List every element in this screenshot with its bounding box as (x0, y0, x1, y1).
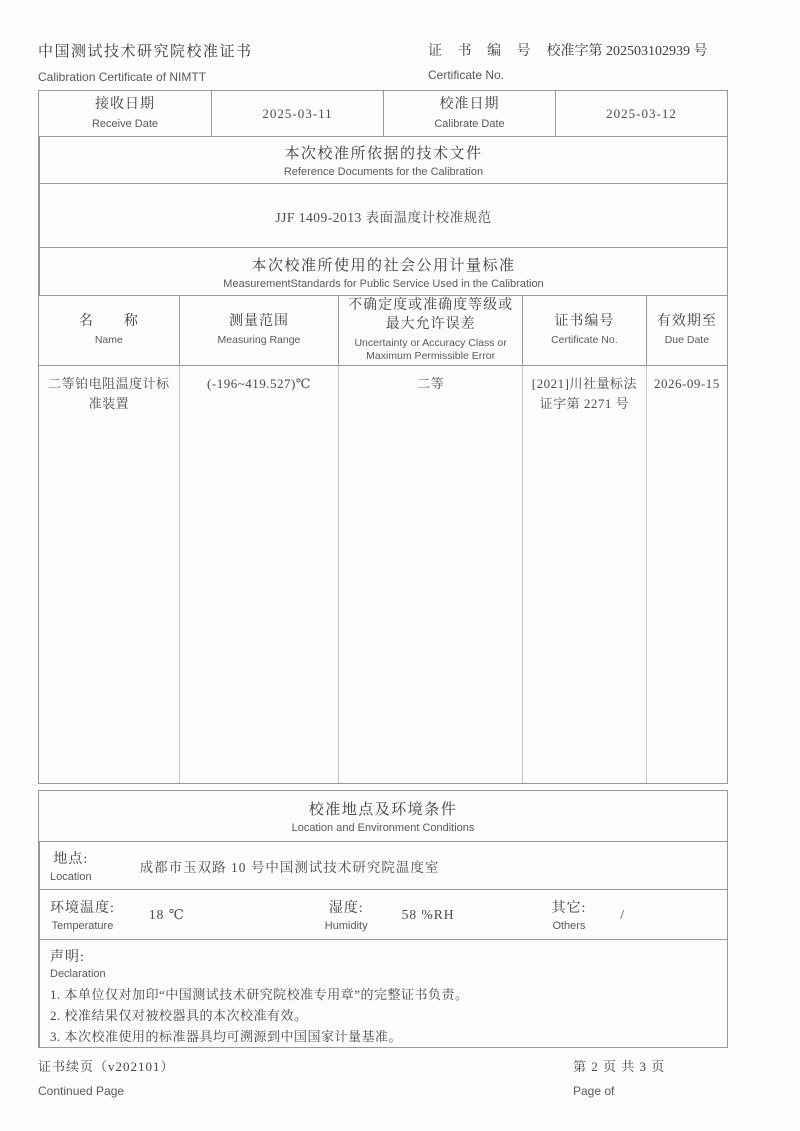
standard-range: (-196~419.527)℃ (207, 376, 311, 391)
standard-certno-cell (522, 366, 646, 783)
humidity-value: 58 %RH (401, 906, 455, 922)
column-header-name-en: Name (94, 334, 123, 347)
calibrate-date-value-cell (555, 91, 727, 136)
page-footer (38, 1056, 728, 1098)
receive-date-label-cell (39, 91, 211, 136)
column-header-due-cn: 有效期至 (656, 314, 717, 330)
calibrate-date-label-en: Calibrate Date (434, 117, 505, 130)
standards-section-title-cn: 本次校准所使用的社会公用计量标准 (251, 257, 516, 274)
temperature-label-cn: 环境温度: (50, 901, 115, 916)
environment-section-title (39, 791, 727, 841)
reference-section-title-cn: 本次校准所依据的技术文件 (284, 146, 483, 162)
column-header-range-cn: 测量范围 (228, 314, 289, 330)
reference-document-text: JJF 1409-2013 表面温度计校准规范 (275, 209, 492, 225)
column-header-due (646, 296, 727, 365)
declaration-section (39, 939, 727, 1047)
humidity-label-cn: 湿度: (328, 901, 364, 916)
column-header-name-cn: 名 称 (78, 314, 139, 330)
continued-page-en: Continued Page (38, 1084, 125, 1098)
humidity-label-block (315, 893, 368, 936)
standard-due-cell (646, 366, 727, 783)
calibrate-date-value: 2025-03-12 (606, 105, 677, 121)
declaration-item-3: 3. 本次校准使用的标准器具均可溯源到中国国家计量基准。 (50, 1029, 403, 1044)
institute-title-block (38, 40, 253, 84)
column-header-uncertainty (338, 296, 522, 365)
reference-document-cell (39, 183, 727, 247)
standard-uncertainty: 二等 (417, 376, 445, 391)
humidity-label-en: Humidity (324, 920, 368, 932)
location-label-en: Location (50, 871, 92, 883)
location-label-block (40, 844, 92, 887)
reference-section-title (39, 136, 727, 183)
declaration-title-cn: 声明: (50, 950, 85, 965)
certificate-number-line (428, 40, 728, 60)
conditions-row (39, 889, 727, 939)
temperature-label-block (40, 893, 115, 936)
page-number-block (573, 1056, 728, 1098)
column-header-certno (522, 296, 646, 365)
standard-name: 二等铂电阻温度计标准装置 (48, 376, 170, 412)
column-header-range (179, 296, 339, 365)
institute-title-en: Calibration Certificate of NIMTT (38, 70, 207, 84)
others-group (542, 893, 728, 936)
certificate-number-label-cn: 证 书 编 号 (428, 44, 537, 59)
column-header-due-en: Due Date (664, 334, 710, 347)
standard-certno: [2021]川社量标法证字第 2271 号 (531, 376, 637, 412)
institute-title-cn: 中国测试技术研究院校准证书 (38, 44, 253, 60)
others-value: / (620, 906, 626, 922)
standard-due: 2026-09-15 (654, 376, 720, 391)
temperature-value: 18 ℃ (148, 906, 185, 922)
column-header-name (39, 296, 179, 365)
receive-date-label-cn: 接收日期 (95, 96, 155, 112)
column-header-certno-cn: 证书编号 (554, 314, 615, 330)
declaration-title-en: Declaration (50, 968, 106, 980)
standards-section-title (39, 247, 727, 295)
standards-table-header-row (39, 295, 727, 365)
continued-page-cn: 证书续页（v202101） (38, 1059, 175, 1074)
page-number-en: Page of (573, 1084, 615, 1098)
humidity-group (315, 893, 542, 936)
standards-section-title-en: MeasurementStandards for Public Service Used in the Calibration (223, 277, 544, 290)
others-label-cn: 其它: (551, 901, 587, 916)
standard-name-cell (39, 366, 179, 783)
location-row (39, 841, 727, 889)
temperature-label-en: Temperature (51, 920, 114, 932)
location-label-cn: 地点: (53, 852, 89, 867)
certificate-number-label-en: Certificate No. (428, 68, 505, 82)
certificate-number-block (428, 40, 728, 84)
receive-date-value-cell (211, 91, 383, 136)
others-label-en: Others (552, 920, 586, 932)
dates-row (39, 91, 727, 136)
declaration-items (50, 984, 469, 1047)
standard-uncertainty-cell (338, 366, 522, 783)
environment-section-title-cn: 校准地点及环境条件 (308, 802, 458, 818)
others-label-block (542, 893, 587, 936)
calibration-main-table (38, 90, 728, 784)
receive-date-value: 2025-03-11 (262, 105, 333, 121)
declaration-item-2: 2. 校准结果仅对被校器具的本次校准有效。 (50, 1008, 308, 1023)
page-header (38, 40, 728, 84)
page-number-cn: 第 2 页 共 3 页 (573, 1059, 666, 1074)
location-value: 成都市玉双路 10 号中国测试技术研究院温度室 (139, 859, 440, 875)
environment-table (38, 790, 728, 1048)
reference-section-title-en: Reference Documents for the Calibration (283, 166, 484, 178)
continued-page-block (38, 1056, 175, 1098)
standards-table-data-row (39, 365, 727, 783)
column-header-uncertainty-en: Uncertainty or Accuracy Class or Maximum Permissible Error (354, 336, 507, 363)
receive-date-label-en: Receive Date (91, 117, 159, 130)
column-header-certno-en: Certificate No. (551, 334, 618, 347)
calibrate-date-label-cn: 校准日期 (439, 96, 500, 112)
calibrate-date-label-cell (383, 91, 555, 136)
certificate-number-value: 校准字第 202503102939 号 (546, 44, 708, 59)
environment-section-title-en: Location and Environment Conditions (291, 822, 475, 834)
column-header-range-en: Measuring Range (217, 334, 301, 347)
column-header-uncertainty-cn: 不确定度或准确度等级或最大允许误差 (348, 297, 514, 332)
standard-range-cell (179, 366, 339, 783)
temperature-group (40, 893, 315, 936)
declaration-item-1: 1. 本单位仅对加印“中国测试技术研究院校准专用章”的完整证书负责。 (50, 987, 469, 1002)
